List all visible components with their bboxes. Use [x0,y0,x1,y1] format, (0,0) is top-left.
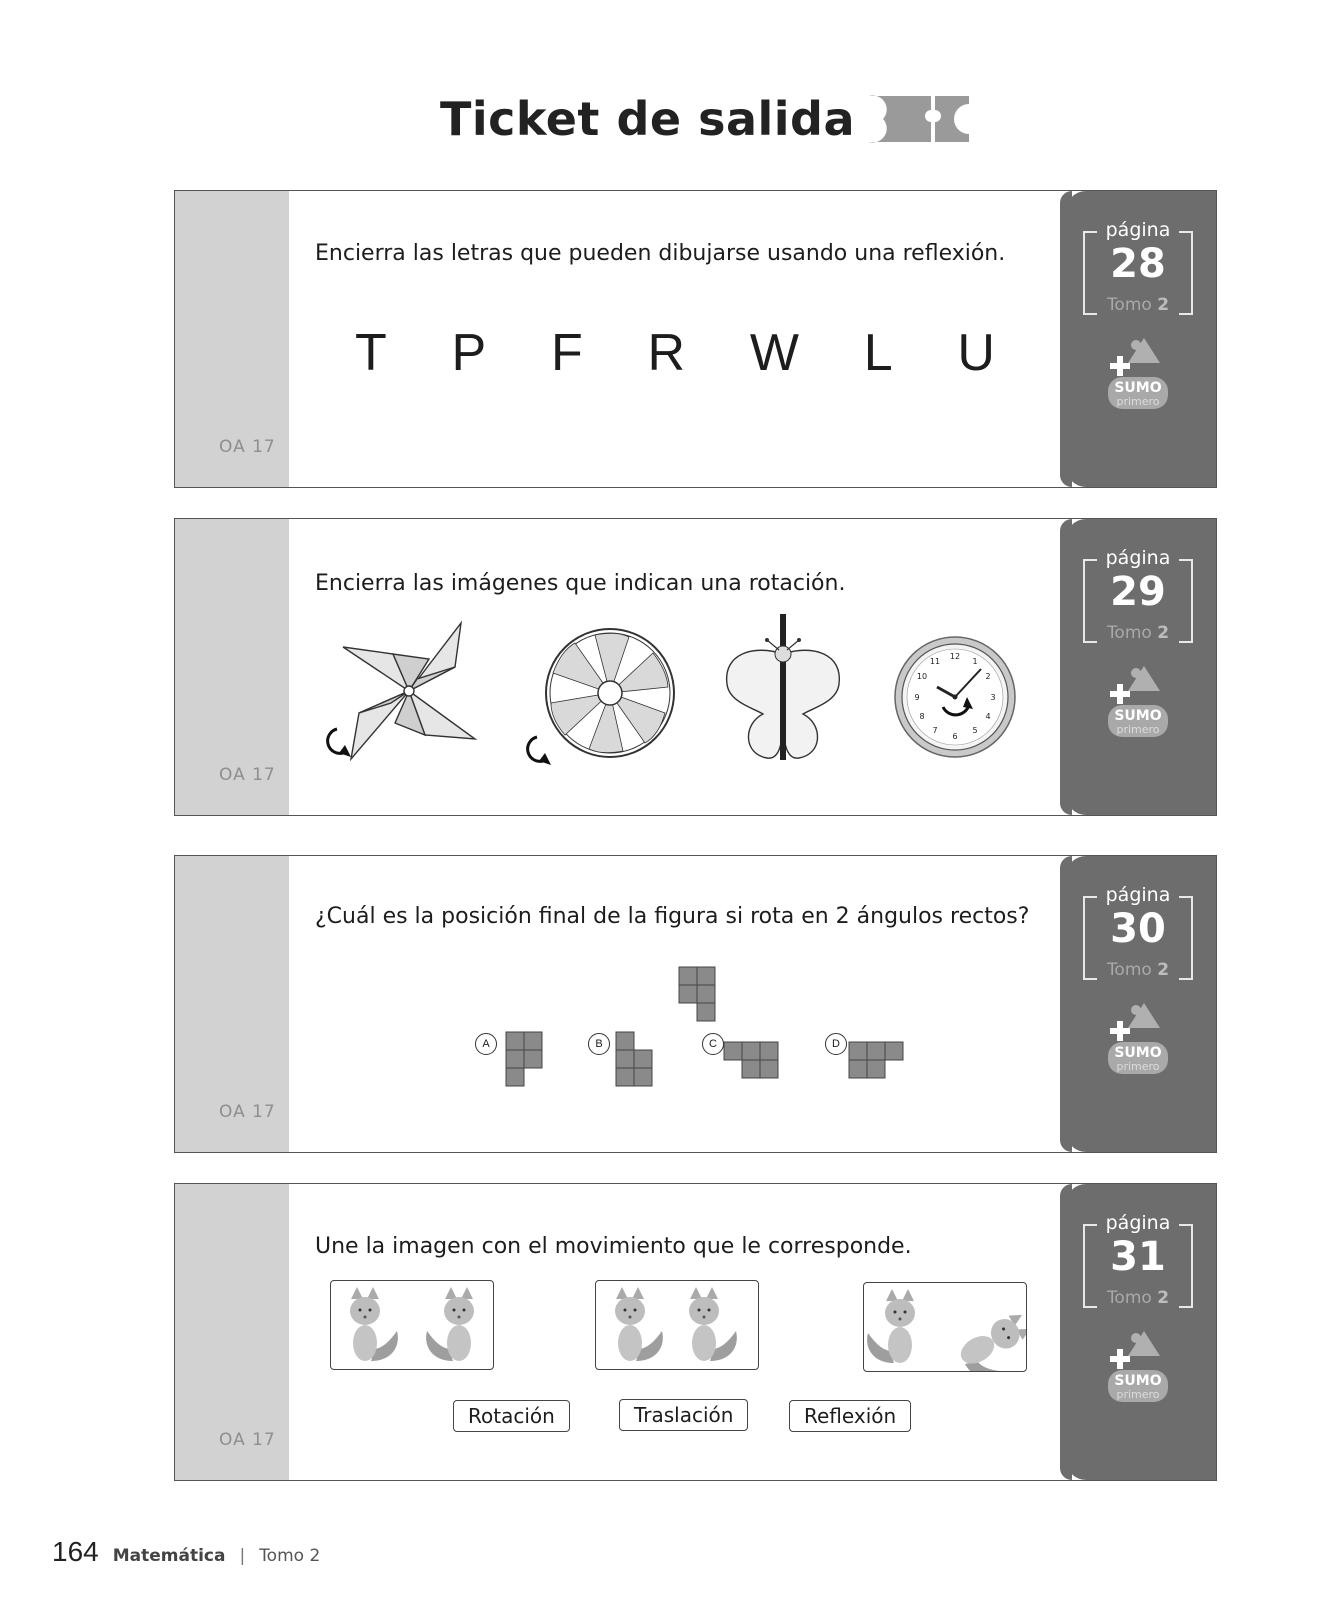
fox-image-translation[interactable] [595,1280,759,1370]
svg-text:SUMO: SUMO [1114,380,1162,396]
page-title: Ticket de salida [439,92,856,146]
clock-icon[interactable] [893,635,1017,759]
ticket-right-strip [1066,191,1216,487]
question-text: Encierra las letras que pueden dibujarse usando una reflexión. [315,241,1006,266]
page-header [0,92,1339,146]
letters-row [355,323,995,383]
option-d-label[interactable]: D [825,1033,847,1055]
page-reference [1083,1212,1193,1308]
option-a-label[interactable]: A [475,1033,497,1055]
page-reference [1083,219,1193,315]
page-number: 31 [1110,1234,1166,1280]
ticket-left-strip [175,856,289,1152]
question-text: ¿Cuál es la posición final de la figura si rota en 2 ángulos rectos? [315,904,1030,929]
sumo-primero-logo [1106,998,1176,1078]
fox-icon [864,1283,1026,1371]
ticket-right-strip [1066,856,1216,1152]
sumo-primero-logo [1106,333,1176,413]
clock-number-2: 2 [985,672,991,681]
clock-number-6: 6 [952,732,958,741]
fan-icon[interactable] [525,627,675,767]
page-number: 29 [1110,569,1166,615]
movement-label-rotation[interactable]: Rotación [453,1400,570,1432]
oa-label: OA 17 [219,1430,276,1450]
letter[interactable]: W [749,324,799,382]
option-b-figure[interactable] [615,1031,655,1089]
svg-text:SUMO: SUMO [1114,1045,1162,1061]
svg-text:SUMO: SUMO [1114,1373,1162,1389]
oa-label: OA 17 [219,1102,276,1122]
svg-text:SUMO: SUMO [1114,708,1162,724]
question-text: Une la imagen con el movimiento que le corresponde. [315,1234,912,1259]
option-a-figure[interactable] [505,1031,545,1089]
clock-number-8: 8 [919,712,925,721]
page-label: página [1105,1212,1171,1234]
letter[interactable]: L [863,324,893,382]
page-reference [1083,547,1193,643]
page-label: página [1105,884,1171,906]
option-b-label[interactable]: B [588,1033,610,1055]
tomo-label: Tomo 2 [1106,1288,1170,1308]
question-text: Encierra las imágenes que indican una rotación. [315,571,846,596]
butterfly-icon[interactable] [723,614,843,764]
clock-number-10: 10 [916,672,928,681]
fox-image-rotation[interactable] [863,1282,1027,1372]
svg-text:primero: primero [1116,1388,1160,1401]
ticket-rotation-figure [174,855,1217,1153]
clock-number-7: 7 [932,726,938,735]
page-label: página [1105,547,1171,569]
letter[interactable]: R [647,324,686,382]
footer-volume: Tomo 2 [259,1546,321,1566]
ticket-left-strip [175,1184,289,1480]
sumo-primero-logo [1106,661,1176,741]
ticket-rotation-images [174,518,1217,816]
clock-number-9: 9 [914,693,920,702]
letter[interactable]: T [355,324,387,382]
ticket-icon [869,94,969,144]
pinwheel-icon[interactable] [325,619,485,769]
page-label: página [1105,219,1171,241]
oa-label: OA 17 [219,765,276,785]
letter[interactable]: P [451,324,487,382]
page-footer [52,1536,320,1568]
page-reference [1083,884,1193,980]
clock-number-5: 5 [972,726,978,735]
clock-number-11: 11 [929,657,941,666]
svg-text:primero: primero [1116,395,1160,408]
ticket-left-strip [175,519,289,815]
footer-page-number: 164 [52,1536,99,1567]
clock-number-1: 1 [972,657,978,666]
clock-number-4: 4 [985,712,991,721]
letter[interactable]: F [550,324,583,382]
option-d-figure[interactable] [848,1041,906,1081]
sumo-primero-logo [1106,1326,1176,1406]
footer-subject: Matemática [112,1546,226,1566]
ticket-left-strip [175,191,289,487]
option-c-label[interactable]: C [702,1033,724,1055]
fox-icon [596,1281,758,1369]
ticket-right-strip [1066,1184,1216,1480]
oa-label: OA 17 [219,437,276,457]
ticket-match-movement [174,1183,1217,1481]
page-number: 28 [1110,241,1166,287]
movement-label-reflection[interactable]: Reflexión [789,1400,911,1432]
original-figure [678,966,718,1024]
clock-number-12: 12 [949,652,961,661]
tomo-label: Tomo 2 [1106,623,1170,643]
svg-text:primero: primero [1116,1060,1160,1073]
footer-separator: | [239,1546,246,1566]
movement-label-translation[interactable]: Traslación [619,1399,748,1431]
ticket-reflection-letters [174,190,1217,488]
fox-image-reflection[interactable] [330,1280,494,1370]
tomo-label: Tomo 2 [1106,295,1170,315]
ticket-right-strip [1066,519,1216,815]
clock-number-3: 3 [990,693,996,702]
fox-icon [331,1281,493,1369]
svg-text:primero: primero [1116,723,1160,736]
tomo-label: Tomo 2 [1106,960,1170,980]
letter[interactable]: U [957,324,995,382]
page-number: 30 [1110,906,1166,952]
option-c-figure[interactable] [723,1041,781,1081]
